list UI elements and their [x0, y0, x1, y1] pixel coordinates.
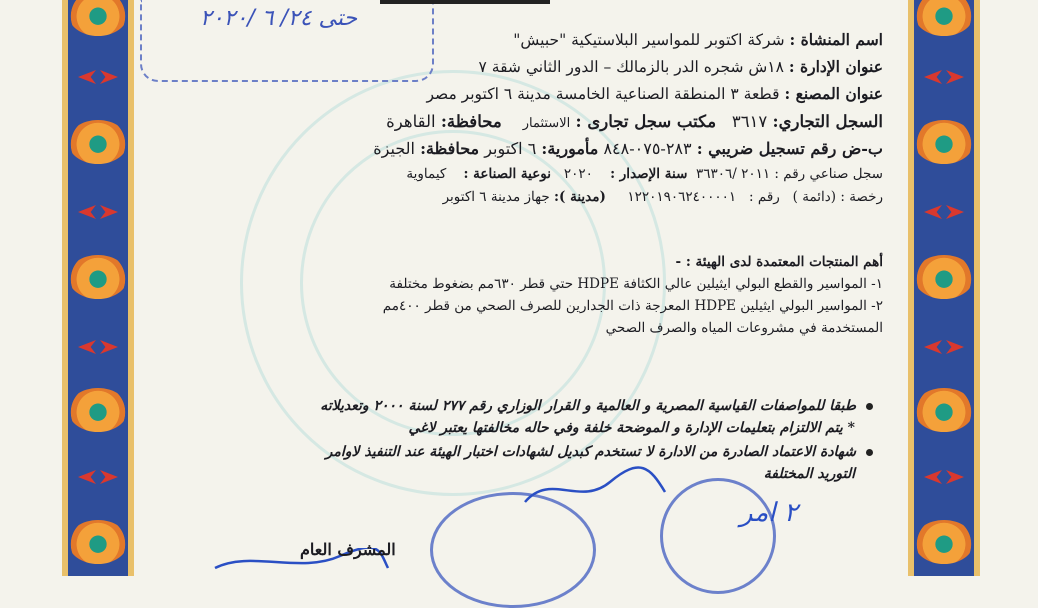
registry-gov: القاهرة	[386, 112, 436, 131]
products-heading-text: أهم المنتجات المعتمدة لدى الهيئة : -	[675, 254, 883, 270]
flower-ornament-icon	[68, 120, 128, 164]
lotus-ornament-icon	[924, 205, 964, 219]
note-bullet	[326, 444, 873, 460]
industrial-type: كيماوية	[406, 166, 447, 182]
commercial-registry-row	[386, 112, 883, 131]
handwritten-signature: ٢ امر	[740, 498, 798, 528]
product-item-text: ٢- المواسير البولي ايثيلين HDPE المعرجة ذات الجدارين للصرف الصحي من قطر ٤٠٠مم	[382, 298, 883, 314]
bullet-dot-icon	[866, 403, 873, 410]
note-text: * يتم الالتزام بتعليمات الإدارة و الموضحة خلفة وفي حاله مخالفتها يعتبر لاغي	[408, 420, 855, 436]
field-value: ١٨ش شجره الدر بالزمالك – الدور الثاني شقة ٧	[478, 58, 784, 76]
tax-gov-label: محافظة:	[420, 139, 480, 158]
flower-ornament-icon	[68, 255, 128, 299]
flower-ornament-icon	[914, 120, 974, 164]
left-border-stripe-inner	[128, 0, 134, 576]
tax-office-label: مأمورية:	[541, 139, 599, 158]
note-star	[408, 420, 855, 436]
factory-address-row	[426, 84, 883, 103]
flower-ornament-icon	[68, 388, 128, 432]
product-item	[389, 276, 883, 292]
flower-ornament-icon	[914, 255, 974, 299]
license-number: ١٢٢٠١٩٠٦٢٤٠٠٠٠١	[627, 189, 737, 205]
title-underline	[380, 0, 550, 4]
official-seal	[660, 478, 776, 594]
registry-number: ٣٦١٧	[731, 112, 768, 131]
product-item	[383, 298, 883, 314]
industrial-type-label: نوعية الصناعة :	[463, 166, 552, 182]
tax-label: ب-ض رقم تسجيل ضريبي :	[696, 139, 883, 158]
lotus-ornament-icon	[924, 70, 964, 84]
product-item-text: ١- المواسير والقطع البولي ايثيلين عالي الكثافة HDPE حتي قطر ٦٣٠مم بضغوط مختلفة	[389, 276, 883, 292]
registry-gov-label: محافظة:	[440, 112, 502, 131]
right-border-stripe-inner	[908, 0, 914, 576]
validity-stamp-text: حتى ٢٤/ ٦ /٢٠٢٠	[200, 6, 358, 31]
left-border-stripe	[62, 0, 68, 576]
license-number-label: رقم :	[749, 189, 780, 205]
note-bullet	[320, 398, 873, 414]
products-heading	[676, 254, 883, 270]
registry-office: الاستثمار	[522, 116, 571, 131]
right-border-stripe	[974, 0, 980, 576]
facility-name-row	[513, 30, 883, 49]
license-city-label: (مدينة ):	[554, 189, 606, 205]
license-row	[443, 189, 883, 205]
field-label: عنوان المصنع :	[784, 84, 883, 103]
note-text: طبقا للمواصفات القياسية المصرية و العالمية و القرار الوزاري رقم ٢٧٧ لسنة ٢٠٠٠ وتعديلاته	[320, 398, 856, 414]
industrial-year-label: سنة الإصدار :	[610, 166, 688, 182]
lotus-ornament-icon	[78, 470, 118, 484]
lotus-ornament-icon	[924, 340, 964, 354]
general-supervisor-title: المشرف العام	[300, 540, 396, 559]
license-city: جهاز مدينة ٦ اكتوبر	[442, 189, 550, 205]
lotus-ornament-icon	[78, 70, 118, 84]
note-text: شهادة الاعتماد الصادرة من الادارة لا تستخدم كبديل لشهادات اختبار الهيئة عند التنفيذ لاوامر	[325, 444, 856, 460]
flower-ornament-icon	[68, 520, 128, 564]
flower-ornament-icon	[914, 520, 974, 564]
lotus-ornament-icon	[78, 205, 118, 219]
field-value: قطعة ٣ المنطقة الصناعية الخامسة مدينة ٦ اكتوبر مصر	[426, 85, 780, 103]
field-label: عنوان الإدارة :	[788, 57, 883, 76]
license-label: رخصة : (دائمة )	[792, 189, 883, 205]
flower-ornament-icon	[914, 388, 974, 432]
lotus-ornament-icon	[78, 340, 118, 354]
note-continued	[764, 466, 855, 482]
industrial-label: سجل صناعي رقم :	[774, 166, 883, 182]
tax-registration-row	[373, 139, 883, 158]
admin-address-row	[479, 57, 884, 76]
field-label: اسم المنشاة :	[789, 30, 883, 49]
industrial-registry-row	[406, 166, 883, 182]
field-value: شركة اكتوبر للمواسير البلاستيكية "حبيش"	[513, 31, 785, 49]
industrial-year: ٢٠٢٠	[563, 166, 593, 182]
registry-office-label: مكتب سجل تجارى :	[575, 112, 717, 131]
signature-scribble-icon	[520, 462, 670, 512]
registry-label: السجل التجاري:	[772, 112, 883, 131]
product-item-continued	[606, 320, 883, 336]
product-item-text: المستخدمة في مشروعات المياه والصرف الصحي	[605, 320, 883, 336]
bullet-dot-icon	[866, 449, 873, 456]
tax-gov: الجيزة	[373, 139, 415, 158]
industrial-number: ٢٠١١ /٣٦٣٠٦	[695, 166, 771, 182]
note-text: التوريد المختلفة	[763, 466, 855, 482]
tax-number: ٢٨٣-٠٧٥-٨٤٨	[603, 139, 692, 158]
tax-office: ٦ اكتوبر	[484, 139, 537, 158]
lotus-ornament-icon	[924, 470, 964, 484]
